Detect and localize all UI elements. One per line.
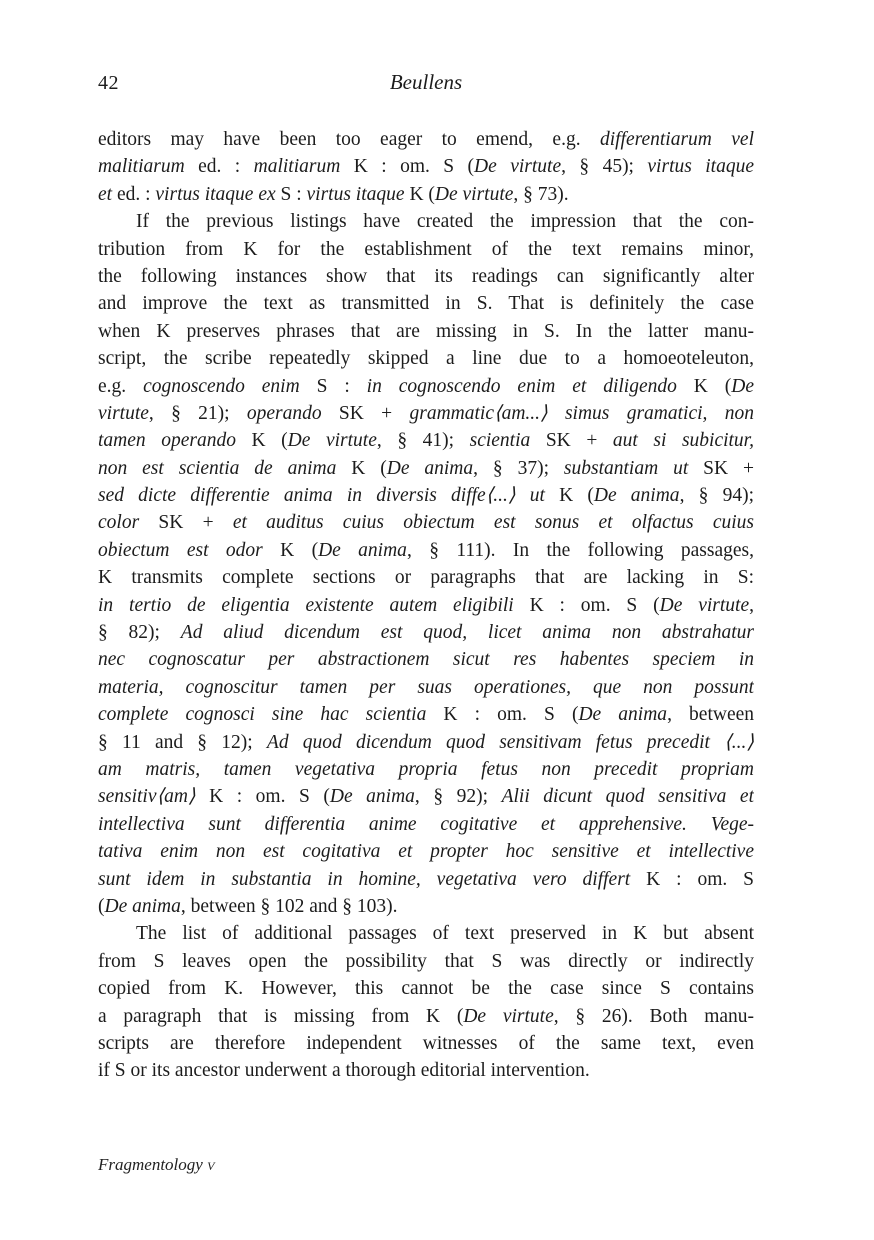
text-segment: § 82); [98, 622, 181, 644]
italic-text-segment: malitiarum [98, 156, 185, 178]
italic-text-segment: cognoscendo enim [143, 375, 300, 397]
italic-text-segment: scientia [469, 430, 531, 452]
italic-text-segment: sunt idem in substantia in homine, vegetativa vero differt [98, 868, 631, 890]
text-segment: ed. : [112, 183, 156, 205]
text-segment: SK + [688, 457, 754, 479]
italic-text-segment: non est scientia de anima [98, 457, 337, 479]
text-line [98, 838, 754, 865]
italic-text-segment: in tertio de eligentia existente autem eligibili [98, 594, 514, 616]
text-segment: , § 73). [513, 183, 569, 205]
italic-text-segment: De anima [386, 457, 474, 479]
text-line [98, 208, 754, 235]
text-segment: , § 92); [414, 786, 502, 808]
italic-text-segment: De virtute [659, 594, 750, 616]
text-line [98, 153, 754, 180]
italic-text-segment: virtute [98, 402, 149, 424]
text-segment: a paragraph that is missing from K ( [98, 1005, 464, 1027]
italic-text-segment: grammatic⟨am...⟩ simus gramatici, non [409, 402, 754, 424]
journal-footer [98, 1155, 214, 1175]
text-line [98, 509, 754, 536]
text-segment: K ( [235, 430, 288, 452]
text-line [98, 427, 754, 454]
text-line [98, 373, 754, 400]
text-line [98, 126, 754, 153]
text-segment: K ( [676, 375, 732, 397]
text-segment: , § 26). Both manu- [553, 1005, 754, 1027]
text-segment: e.g. [98, 375, 144, 397]
text-line [98, 345, 754, 372]
text-line [98, 1030, 754, 1057]
text-line [98, 975, 754, 1002]
italic-text-segment: De virtute [463, 1005, 554, 1027]
text-line [98, 537, 754, 564]
italic-text-segment: Ad aliud dicendum est quod, licet anima non abstrahatur [180, 622, 754, 644]
text-segment: K : om. S ( [340, 156, 475, 178]
text-segment: K : om. S ( [513, 594, 660, 616]
italic-text-segment: tativa enim non est cogitativa et propter hoc sensitive et intellective [98, 841, 754, 863]
text-segment: , § 37); [473, 457, 564, 479]
text-segment: and improve the text as transmitted in S. That is definitely the case [98, 293, 754, 315]
italic-text-segment: De virtute [287, 430, 377, 452]
text-line [98, 482, 754, 509]
italic-text-segment: sed dicte differentie anima in diversis diffe⟨...⟩ ut [98, 485, 545, 507]
text-segment: S : [275, 183, 307, 205]
text-segment: SK + [139, 512, 233, 534]
italic-text-segment: materia, cognoscitur tamen per suas operationes, que non possunt [98, 676, 754, 698]
text-segment: , [749, 594, 754, 616]
text-line [98, 783, 754, 810]
text-segment: K ( [336, 457, 387, 479]
text-segment: SK + [321, 402, 410, 424]
italic-text-segment: De anima [593, 485, 680, 507]
italic-text-segment: operando [246, 402, 322, 424]
italic-text-segment: obiectum est odor [98, 539, 263, 561]
italic-text-segment: Alii dicunt quod sensitiva et [501, 786, 754, 808]
text-segment: K : om. S ( [195, 786, 330, 808]
italic-text-segment: virtus itaque ex [155, 183, 276, 205]
italic-text-segment: differentiarum vel [599, 129, 754, 150]
text-line [98, 592, 754, 619]
text-segment: the following instances show that its readings can significantly alter [98, 265, 754, 287]
text-segment: K : om. S ( [426, 704, 579, 726]
text-segment: , § 94); [679, 485, 754, 507]
text-segment: K : om. S [630, 868, 754, 890]
italic-text-segment: De anima [329, 786, 415, 808]
text-segment: , between § 102 and § 103). [180, 895, 398, 917]
text-segment: SK + [530, 430, 613, 452]
text-segment: K ( [262, 539, 319, 561]
text-line [98, 866, 754, 893]
italic-text-segment: malitiarum [253, 156, 341, 178]
text-segment: if S or its ancestor underwent a thorough editorial intervention. [98, 1060, 590, 1082]
text-line [98, 236, 754, 263]
text-line [98, 619, 754, 646]
italic-text-segment: substantiam ut [563, 457, 689, 479]
text-line [98, 893, 754, 920]
text-segment: script, the scribe repeatedly skipped a line due to a homoeoteleuton, [98, 348, 754, 370]
journal-volume: v [207, 1155, 215, 1174]
text-segment: tribution from K for the establishment of the text remains minor, [98, 238, 754, 260]
italic-text-segment: color [98, 512, 140, 534]
text-segment: If the previous listings have created the impression that the con- [136, 211, 754, 233]
text-segment: , § 45); [561, 156, 648, 178]
text-segment: scripts are therefore independent witnesses of the same text, even [98, 1032, 754, 1054]
text-segment: from S leaves open the possibility that S was directly or indirectly [98, 950, 754, 972]
text-segment: ed. : [184, 156, 254, 178]
italic-text-segment: virtus itaque [306, 183, 405, 205]
text-line [98, 1057, 754, 1084]
text-segment: The list of additional passages of text preserved in K but absent [136, 923, 754, 945]
italic-text-segment: De anima [104, 895, 181, 917]
text-line [98, 181, 754, 208]
italic-text-segment: in cognoscendo enim et diligendo [366, 375, 677, 397]
italic-text-segment: am matris, tamen vegetativa propria fetus non precedit propriam [98, 758, 754, 780]
text-line [98, 811, 754, 838]
text-segment: , § 41); [376, 430, 470, 452]
text-segment: § 11 and § 12); [98, 731, 267, 753]
italic-text-segment: De virtute [434, 183, 514, 205]
text-segment: , between [667, 704, 754, 726]
italic-text-segment: sensitiv⟨am⟩ [98, 786, 196, 808]
text-segment: K ( [404, 183, 435, 205]
text-segment: , § 21); [148, 402, 247, 424]
text-line [98, 948, 754, 975]
italic-text-segment: aut si subicitur, [612, 430, 754, 452]
text-line [98, 674, 754, 701]
text-line [98, 920, 754, 947]
running-header: Beullens [389, 70, 463, 94]
text-segment: copied from K. However, this cannot be the case since S contains [98, 978, 754, 1000]
text-segment: K ( [544, 485, 594, 507]
italic-text-segment: virtus itaque [647, 156, 754, 178]
text-line [98, 290, 754, 317]
italic-text-segment: et auditus cuius obiectum est sonus et olfactus cuius [232, 512, 754, 534]
text-segment: when K preserves phrases that are missing in S. In the latter manu- [98, 320, 754, 342]
text-segment: , § 111). In the following passages, [406, 539, 754, 561]
italic-text-segment: tamen operando [98, 430, 236, 452]
italic-text-segment: De anima [578, 704, 668, 726]
text-segment: S : [299, 375, 367, 397]
italic-text-segment: De [731, 375, 754, 397]
text-line [98, 756, 754, 783]
text-line [98, 701, 754, 728]
italic-text-segment: complete cognosci sine hac scientia [98, 704, 427, 726]
text-line [98, 263, 754, 290]
italic-text-segment: Ad quod dicendum quod sensitivam fetus precedit ⟨...⟩ [266, 731, 754, 753]
italic-text-segment: De anima [318, 539, 407, 561]
text-line [98, 318, 754, 345]
text-line [98, 646, 754, 673]
italic-text-segment: intellectiva sunt differentia anime cogitative et apprehensive. Vege- [98, 813, 754, 835]
text-line [98, 400, 754, 427]
text-line [98, 564, 754, 591]
page-body [98, 126, 754, 1085]
page-number: 42 [98, 72, 119, 94]
text-line [98, 1003, 754, 1030]
italic-text-segment: nec cognoscatur per abstractionem sicut res habentes speciem in [98, 649, 754, 671]
text-segment: K transmits complete sections or paragraphs that are lacking in S: [98, 567, 754, 589]
text-line [98, 455, 754, 482]
italic-text-segment: et [98, 183, 113, 205]
text-line [98, 729, 754, 756]
text-segment: editors may have been too eager to emend, e.g. [98, 129, 600, 150]
journal-title: Fragmentology [98, 1155, 203, 1174]
text-segment: ( [98, 895, 105, 917]
italic-text-segment: De virtute [474, 156, 562, 178]
